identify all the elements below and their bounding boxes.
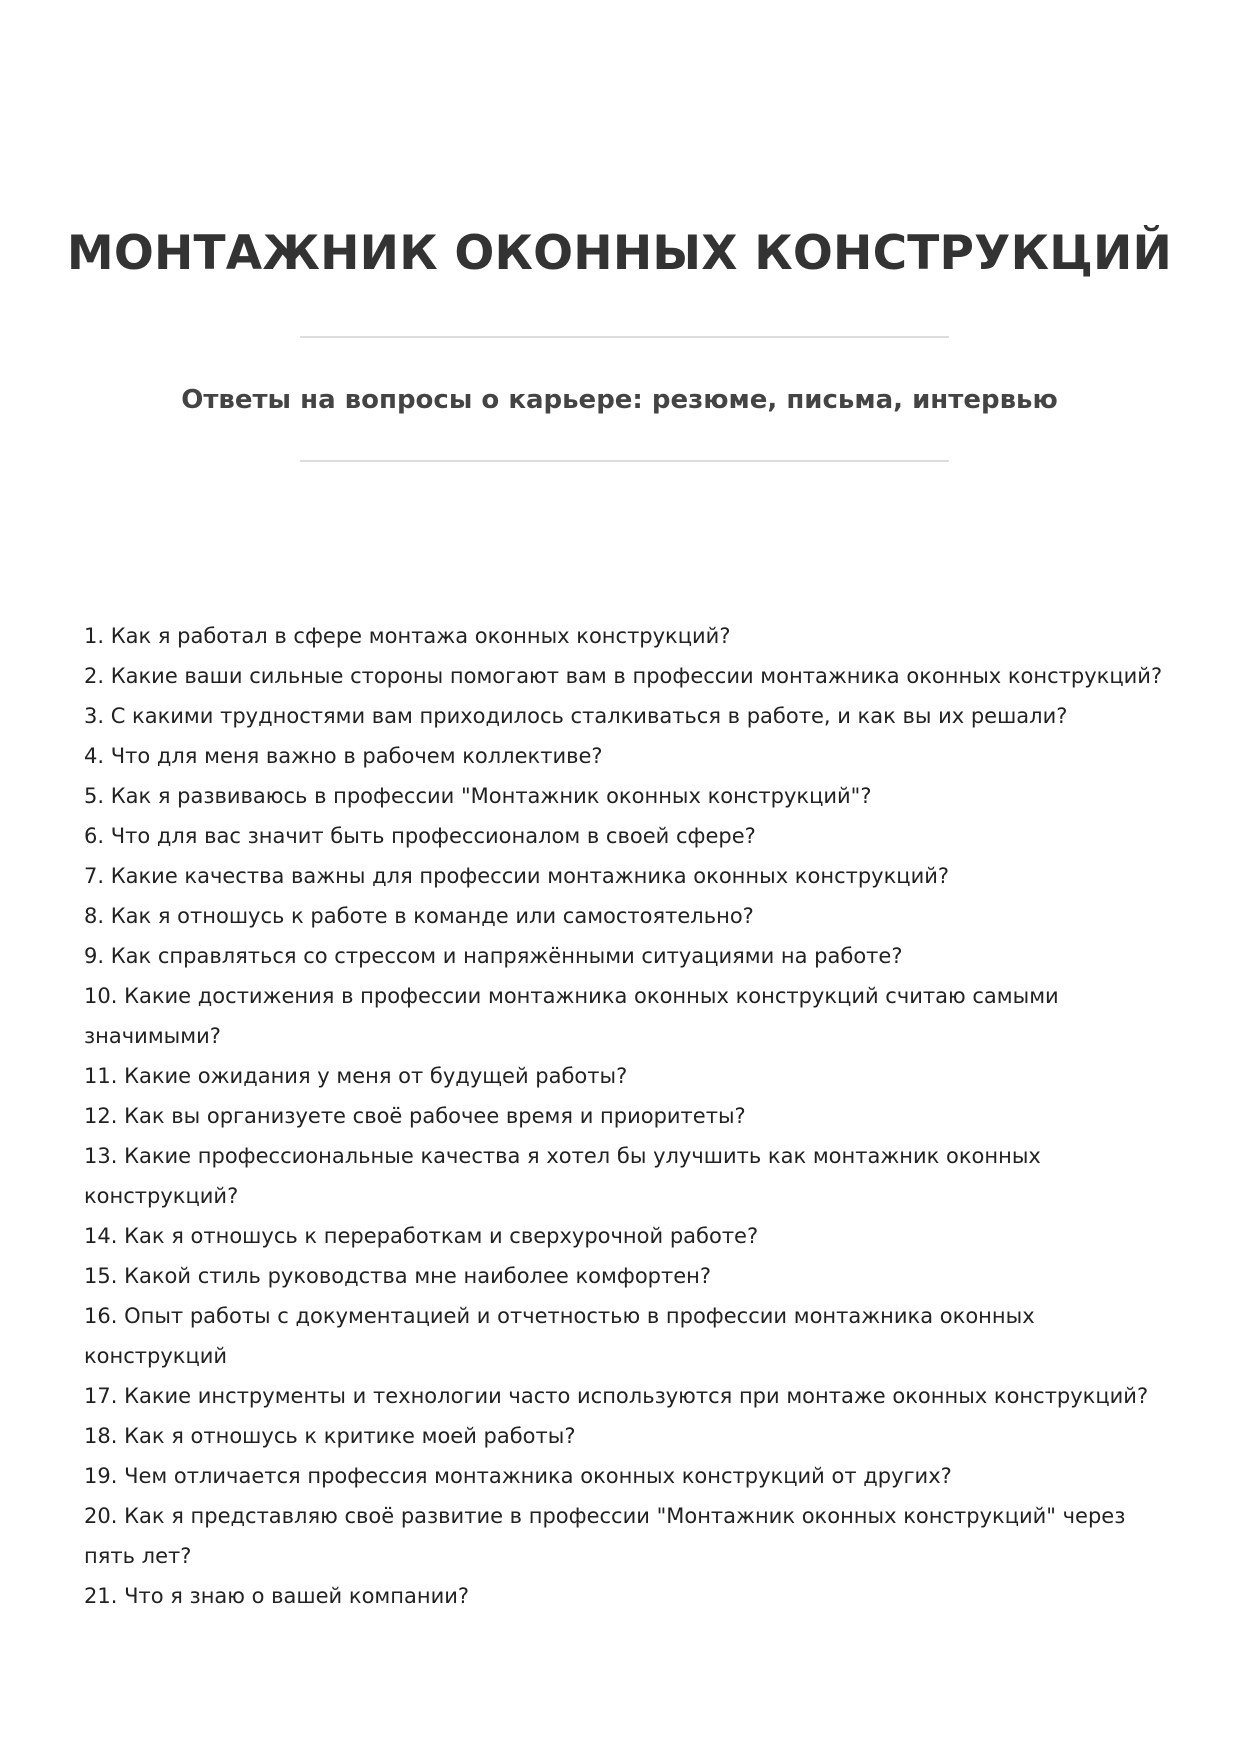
question-item: 7. Какие качества важны для профессии монтажника оконных конструкций? <box>84 864 950 888</box>
top-divider <box>300 336 949 338</box>
question-item: 17. Какие инструменты и технологии часто используются при монтаже оконных конструкций? <box>84 1384 1149 1408</box>
question-item: 5. Как я развиваюсь в профессии "Монтажник оконных конструкций"? <box>84 784 872 808</box>
page-title: МОНТАЖНИК ОКОННЫХ КОНСТРУКЦИЙ <box>66 226 1173 282</box>
question-item: 20. Как я представляю своё развитие в профессии "Монтажник оконных конструкций" через пять лет? <box>84 1504 1126 1568</box>
question-item: 19. Чем отличается профессия монтажника оконных конструкций от других? <box>84 1464 952 1488</box>
question-item: 1. Как я работал в сфере монтажа оконных конструкций? <box>84 624 731 648</box>
question-item: 2. Какие ваши сильные стороны помогают вам в профессии монтажника оконных конструкций? <box>84 664 1163 688</box>
question-item: 13. Какие профессиональные качества я хотел бы улучшить как монтажник оконных конструкций? <box>84 1144 1041 1208</box>
question-item: 9. Как справляться со стрессом и напряжёнными ситуациями на работе? <box>84 944 903 968</box>
question-item: 11. Какие ожидания у меня от будущей работы? <box>84 1064 628 1088</box>
page-subtitle: Ответы на вопросы о карьере: резюме, письма, интервью <box>181 385 1058 415</box>
question-item: 10. Какие достижения в профессии монтажника оконных конструкций считаю самыми значимыми? <box>84 984 1059 1048</box>
question-item: 16. Опыт работы с документацией и отчетностью в профессии монтажника оконных конструкций <box>84 1304 1035 1368</box>
question-list <box>84 616 1174 1616</box>
question-item: 12. Как вы организуете своё рабочее время и приоритеты? <box>84 1104 746 1128</box>
question-item: 21. Что я знаю о вашей компании? <box>84 1584 470 1608</box>
question-item: 3. С какими трудностями вам приходилось сталкиваться в работе, и как вы их решали? <box>84 704 1068 728</box>
question-item: 8. Как я отношусь к работе в команде или самостоятельно? <box>84 904 754 928</box>
question-item: 15. Какой стиль руководства мне наиболее комфортен? <box>84 1264 712 1288</box>
bottom-divider <box>300 460 949 462</box>
question-item: 14. Как я отношусь к переработкам и сверхурочной работе? <box>84 1224 759 1248</box>
question-item: 6. Что для вас значит быть профессионалом в своей сфере? <box>84 824 756 848</box>
question-item: 4. Что для меня важно в рабочем коллективе? <box>84 744 603 768</box>
question-item: 18. Как я отношусь к критике моей работы? <box>84 1424 576 1448</box>
